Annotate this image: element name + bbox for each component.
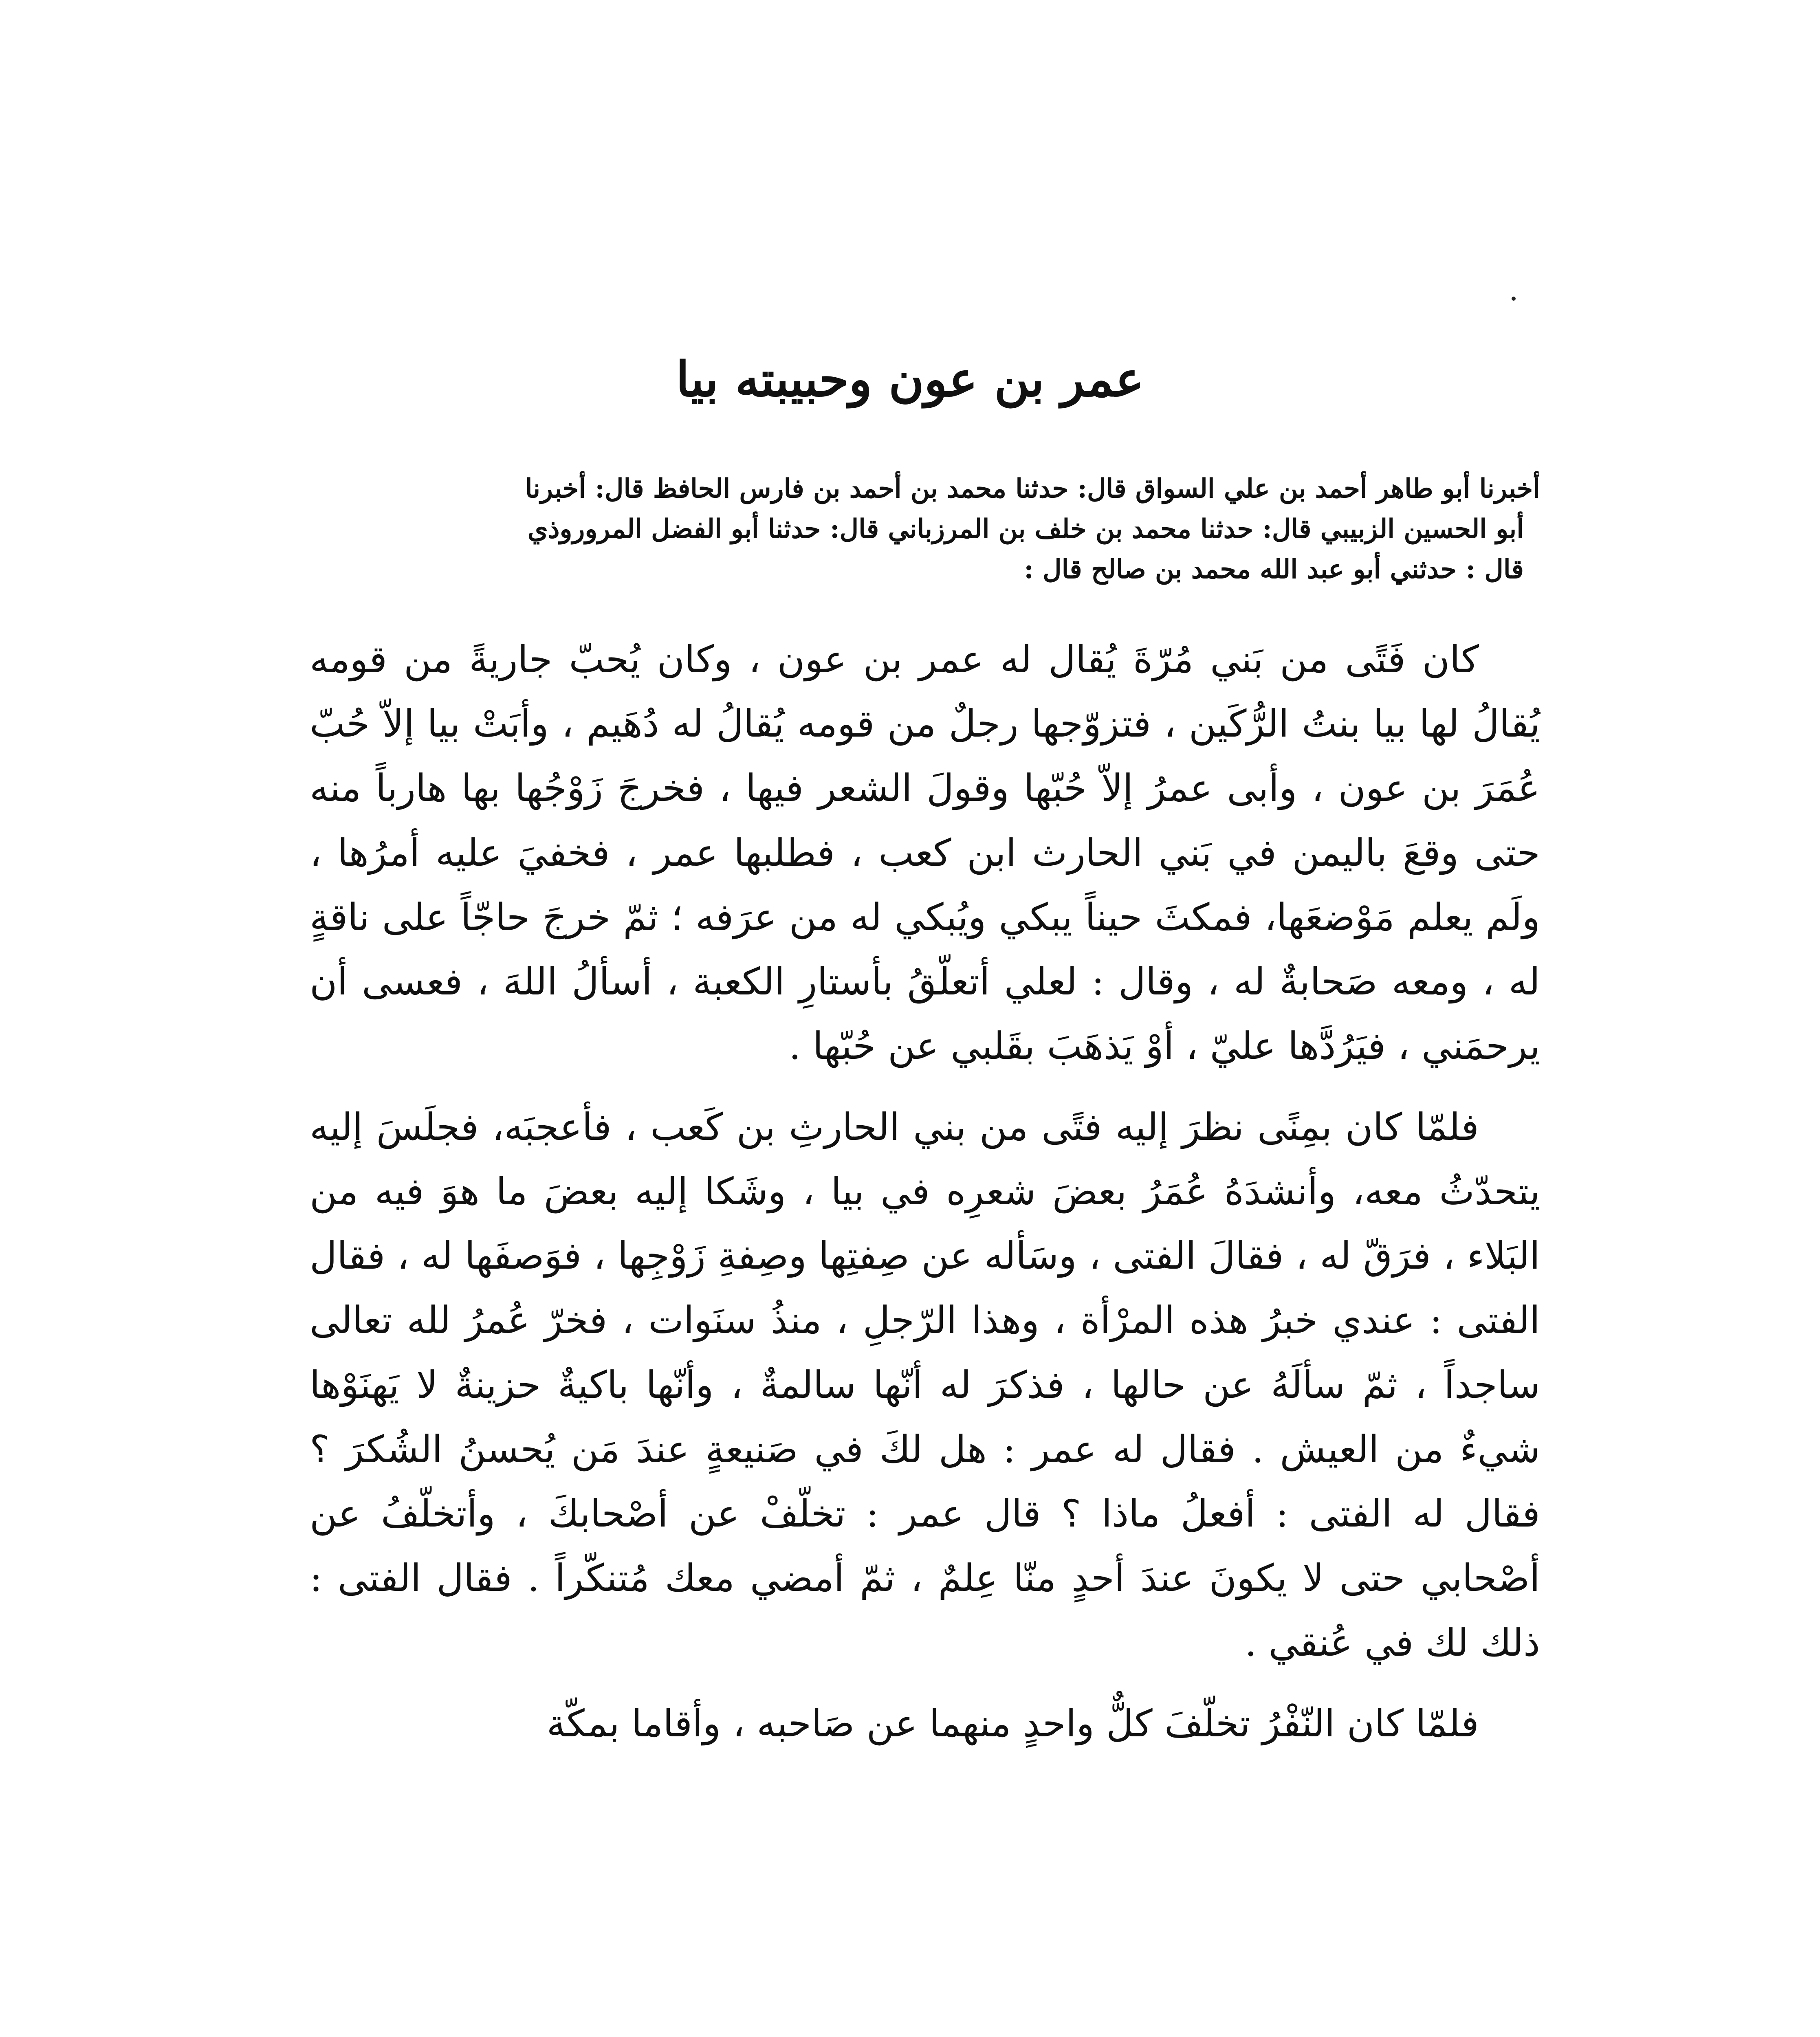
isnad-chain <box>285 469 1540 590</box>
paragraph: فلمّا كان النّفْرُ تخلّفَ كلٌّ واحدٍ منهما عن صَاحبه ، وأقاما بمكّة <box>546 1701 1479 1745</box>
page-speck-mark <box>1512 297 1516 301</box>
paragraph: كان فَتًى من بَني مُرّةَ يُقال له عمر بن عون ، وكان يُحبّ جاريةً من قومه يُقالُ لها بيا بنتُ الرُّكَين ، فتزوّجها رجلٌ من قومه يُقالُ له دُهَيم ، وأبَتْ بيا إلاّ حُبّ عُمَرَ بن عون ، وأبى عمرُ إلاّ حُبّها وقولَ الشعر فيها ، فخرجَ زَوْجُها بها هارباً منه حتى وقعَ باليمن في بَني الحارث ابن كعب ، فطلبها عمر ، فخفيَ عليه أمرُها ، ولَم يعلم مَوْضعَها، فمكثَ حيناً يبكي ويُبكي له من عرَفه ؛ ثمّ خرجَ حاجّاً على ناقةٍ له ، ومعه صَحابةٌ له ، وقال : لعلي أتعلّقُ بأستارِ الكعبة ، أسألُ اللهَ ، فعسى أن يرحمَني ، فيَرُدَّها عليّ ، أوْ يَذهَبَ بقَلبي عن حُبّها . <box>310 638 1541 1068</box>
isnad-line: أخبرنا أبو طاهر أحمد بن علي السواق قال: حدثنا محمد بن أحمد بن فارس الحافظ قال: أخبرنا <box>525 473 1540 504</box>
chapter-title: عمر بن عون وحبيبته بيا <box>676 351 1144 407</box>
paragraph: فلمّا كان بمِنًى نظرَ إليه فتًى من بني الحارثِ بن كَعب ، فأعجبَه، فجلَسَ إليه يتحدّثُ معه، وأنشدَهُ عُمَرُ بعضَ شعرِه في بيا ، وشَكا إليه بعضَ ما هوَ فيه من البَلاء ، فرَقّ له ، فقالَ الفتى ، وسَأله عن صِفتِها وصِفةِ زَوْجِها ، فوَصفَها له ، فقال الفتى : عندي خبرُ هذه المرْأة ، وهذا الرّجلِ ، منذُ سنَوات ، فخرّ عُمرُ لله تعالى ساجداً ، ثمّ سألَهُ عن حالها ، فذكرَ له أنّها سالمةٌ ، وأنّها باكيةٌ حزينةٌ لا يَهنَوْها شيءٌ من العيش . فقال له عمر : هل لكَ في صَنيعةٍ عندَ مَن يُحسنُ الشُكرَ ؟ فقال له الفتى : أفعلُ ماذا ؟ قال عمر : تخلّفْ عن أصْحابكَ ، وأتخلّفُ عن أصْحابي حتى لا يكونَ عندَ أحدٍ منّا عِلمٌ ، ثمّ أمضي معك مُتنكّراً . فقال الفتى : ذلك لك في عُنقي . <box>310 1105 1540 1665</box>
body-text <box>310 627 1540 1772</box>
isnad-line: أبو الحسين الزبيبي قال: حدثنا محمد بن خلف بن المرزباني قال: حدثنا أبو الفضل المروروذي <box>527 514 1524 545</box>
isnad-line: قال : حدثني أبو عبد الله محمد بن صالح قال : <box>1024 554 1524 585</box>
